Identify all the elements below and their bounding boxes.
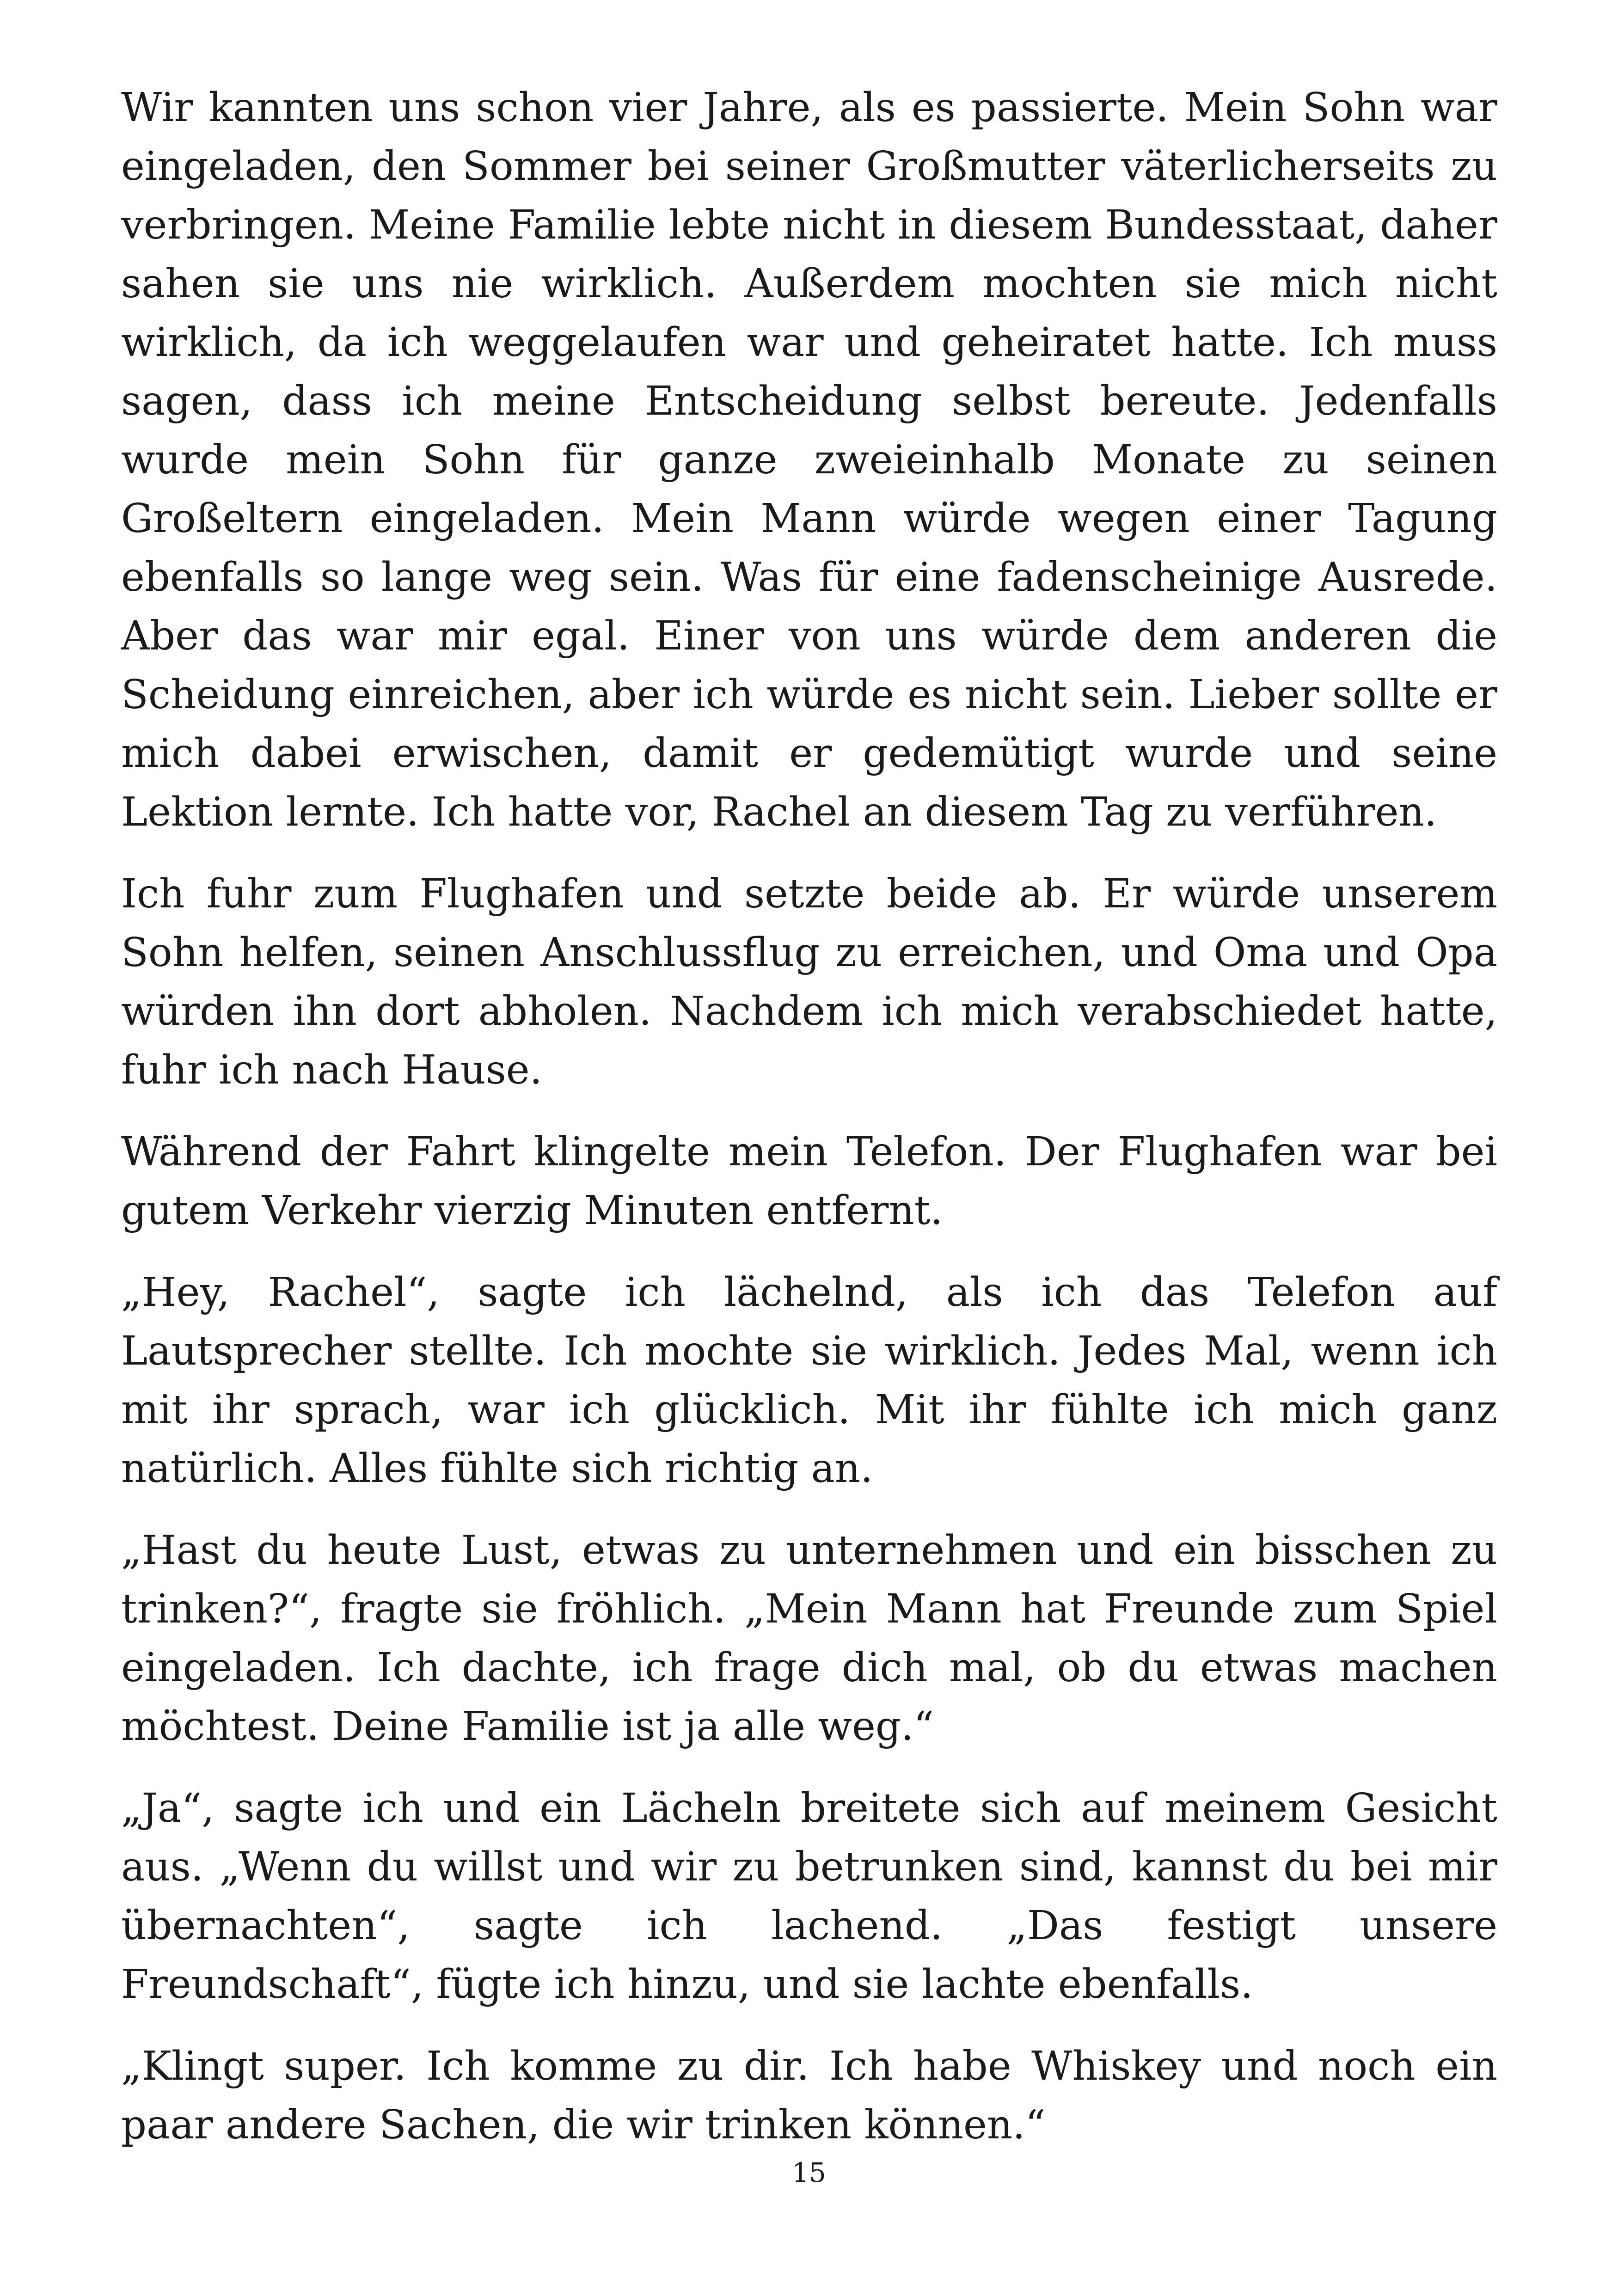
paragraph: „Hast du heute Lust, etwas zu unternehmen und ein bisschen zu trinken?“, fragte sie fröhlich. „Mein Mann hat Freunde zum Spiel eingeladen. Ich dachte, ich frage dich mal, ob du etwas machen möchtest. Deine Familie ist ja alle weg.“ <box>121 1527 1497 1750</box>
paragraph: Während der Fahrt klingelte mein Telefon. Der Flughafen war bei gutem Verkehr vierzig Minuten entfernt. <box>121 1129 1497 1234</box>
page-body <box>121 79 1497 2178</box>
page-number: 15 <box>792 2157 826 2188</box>
paragraph: „Hey, Rachel“, sagte ich lächelnd, als ich das Telefon auf Lautsprecher stellte. Ich mochte sie wirklich. Jedes Mal, wenn ich mit ihr sprach, war ich glücklich. Mit ihr fühlte ich mich ganz natürlich. Alles fühlte sich richtig an. <box>121 1269 1497 1492</box>
paragraph: „Ja“, sagte ich und ein Lächeln breitete sich auf meinem Gesicht aus. „Wenn du willst und wir zu betrunken sind, kannst du bei mir übernachten“, sagte ich lachend. „Das festigt unsere Freundschaft“, fügte ich hinzu, und sie lachte ebenfalls. <box>121 1785 1497 2008</box>
paragraph: „Klingt super. Ich komme zu dir. Ich habe Whiskey und noch ein paar andere Sachen, die wir trinken können.“ <box>121 2043 1497 2148</box>
paragraph: Ich fuhr zum Flughafen und setzte beide ab. Er würde unserem Sohn helfen, seinen Anschlussflug zu erreichen, und Oma und Opa würden ihn dort abholen. Nachdem ich mich verabschiedet hatte, fuhr ich nach Hause. <box>121 871 1497 1093</box>
paragraph: Wir kannten uns schon vier Jahre, als es passierte. Mein Sohn war eingeladen, den Sommer bei seiner Großmutter väterlicherseits zu verbringen. Meine Familie lebte nicht in diesem Bundesstaat, daher sahen sie uns nie wirklich. Außerdem mochten sie mich nicht wirklich, da ich weggelaufen war und geheiratet hatte. Ich muss sagen, dass ich meine Entscheidung selbst bereute. Jedenfalls wurde mein Sohn für ganze zweieinhalb Monate zu seinen Großeltern eingeladen. Mein Mann würde wegen einer Tagung ebenfalls so lange weg sein. Was für eine fadenscheinige Ausrede. Aber das war mir egal. Einer von uns würde dem anderen die Scheidung einreichen, aber ich würde es nicht sein. Lieber sollte er mich dabei erwischen, damit er gedemütigt wurde und seine Lektion lernte. Ich hatte vor, Rachel an diesem Tag zu verführen. <box>121 85 1497 835</box>
